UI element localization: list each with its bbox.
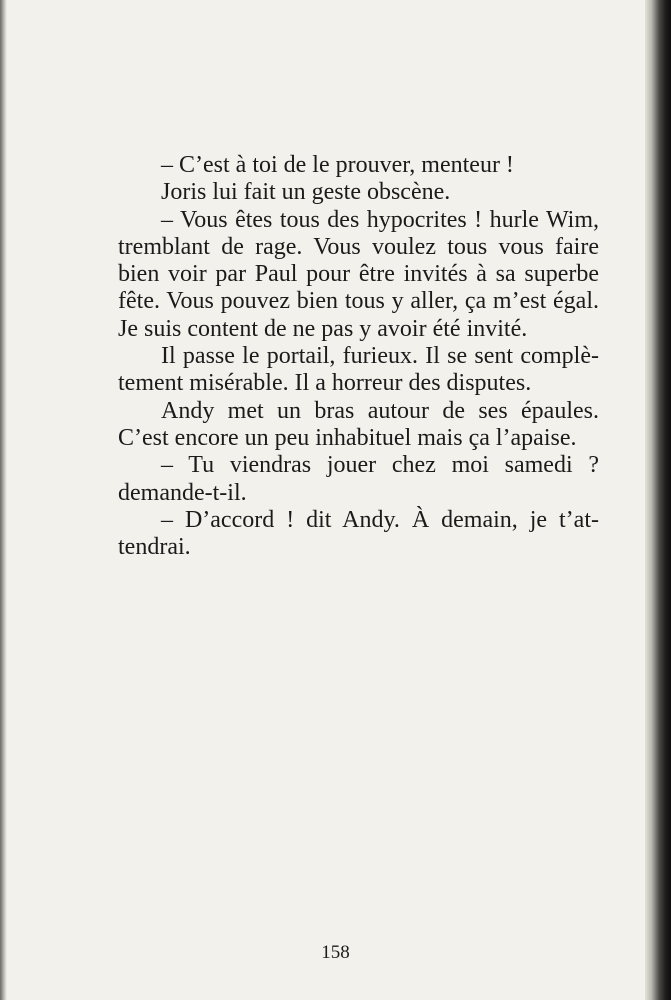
paragraph-6: – Tu viendras jouer chez moi samedi ? demande-t-il. bbox=[118, 452, 599, 506]
paragraph-7: – D’accord ! dit Andy. À demain, je t’at-tendrai. bbox=[118, 506, 599, 561]
book-spine-shadow bbox=[645, 0, 671, 1000]
page-left-edge bbox=[0, 0, 7, 1000]
paragraph-1: – C’est à toi de le prouver, menteur ! bbox=[161, 152, 514, 178]
body-text bbox=[118, 152, 599, 561]
page-number: 158 bbox=[321, 942, 350, 963]
paragraph-4: Il passe le portail, furieux. Il se sent complè-tement misérable. Il a horreur des disputes. bbox=[118, 343, 599, 397]
paragraph-2: Joris lui fait un geste obscène. bbox=[161, 179, 451, 206]
paragraph-3: – Vous êtes tous des hypocrites ! hurle Wim, tremblant de rage. Vous voulez tous vous faire bien voir par Paul pour être invités à sa superbe fête. Vous pouvez bien tous y aller, ça m’est égal. Je suis content de ne pas y avoir été invité. bbox=[118, 206, 599, 342]
paragraph-5: Andy met un bras autour de ses épaules. C’est encore un peu inhabituel mais ça l’apaise. bbox=[118, 397, 599, 451]
